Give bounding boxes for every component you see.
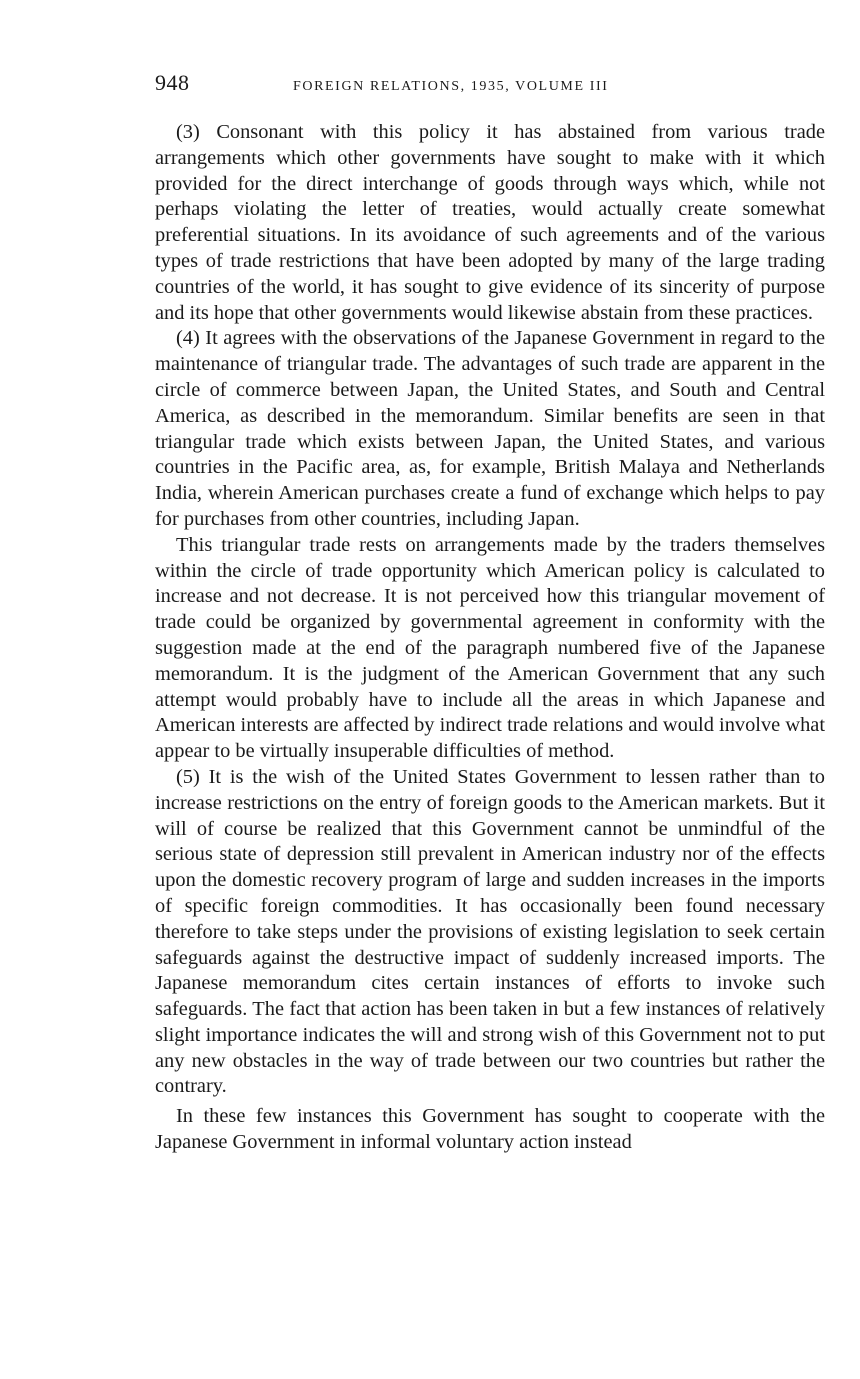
body-text bbox=[155, 120, 825, 1156]
running-header bbox=[155, 70, 825, 106]
paragraph-triangular-trade: This triangular trade rests on arrangements made by the traders themselves within the circle of trade opportunity which American policy is calculated to increase and not decrease. It is not perceived how this triangular movement of trade could be organized by governmental agreement in conformity with the suggestion made at the end of the paragraph numbered five of the Japanese memorandum. It is the judgment of the American Government that any such attempt would probably have to include all the areas in which Japanese and American interests are affected by indirect trade relations and would involve what appear to be virtually insuperable difficulties of method. bbox=[155, 533, 825, 763]
paragraph-4: (4) It agrees with the observations of the Japanese Government in regard to the maintenance of triangular trade. The advantages of such trade are apparent in the circle of commerce between Japan, the United States, and South and Central America, as described in the memorandum. Similar benefits are seen in that triangular trade which exists between Japan, the United States, and various countries in the Pacific area, as, for example, British Malaya and Netherlands India, wherein American purchases create a fund of exchange which helps to pay for purchases from other countries, including Japan. bbox=[155, 327, 825, 530]
paragraph-3: (3) Consonant with this policy it has abstained from various trade arrangements which other governments have sought to make with it which provided for the direct interchange of goods through ways which, while not perhaps violating the letter of treaties, would actually create somewhat preferential situations. In its avoidance of such agreements and of the various types of trade restrictions that have been adopted by many of the large trading countries of the world, it has sought to give evidence of its sincerity of purpose and its hope that other governments would likewise abstain from these practices. bbox=[155, 121, 825, 324]
header-title: FOREIGN RELATIONS, 1935, VOLUME III bbox=[293, 79, 609, 94]
paragraph-5: (5) It is the wish of the United States Government to lessen rather than to increase restrictions on the entry of foreign goods to the American markets. But it will of course be realized that this Government cannot be unmindful of the serious state of depression still prevalent in American industry nor of the effects upon the domestic recovery program of large and sudden increases in the imports of specific foreign commodities. It has occasionally been found necessary therefore to take steps under the provisions of existing legislation to seek certain safeguards against the destructive impact of suddenly increased imports. The Japanese memorandum cites certain instances of efforts to invoke such safeguards. The fact that action has been taken in but a few instances of relatively slight importance indicates the will and strong wish of this Government not to put any new obstacles in the way of trade between our two countries but rather the contrary. bbox=[155, 765, 825, 1098]
paragraph-few-instances: In these few instances this Government has sought to cooperate with the Japanese Government in informal voluntary action instead bbox=[155, 1105, 825, 1154]
page-number: 948 bbox=[155, 70, 190, 95]
document-page bbox=[155, 70, 825, 1156]
